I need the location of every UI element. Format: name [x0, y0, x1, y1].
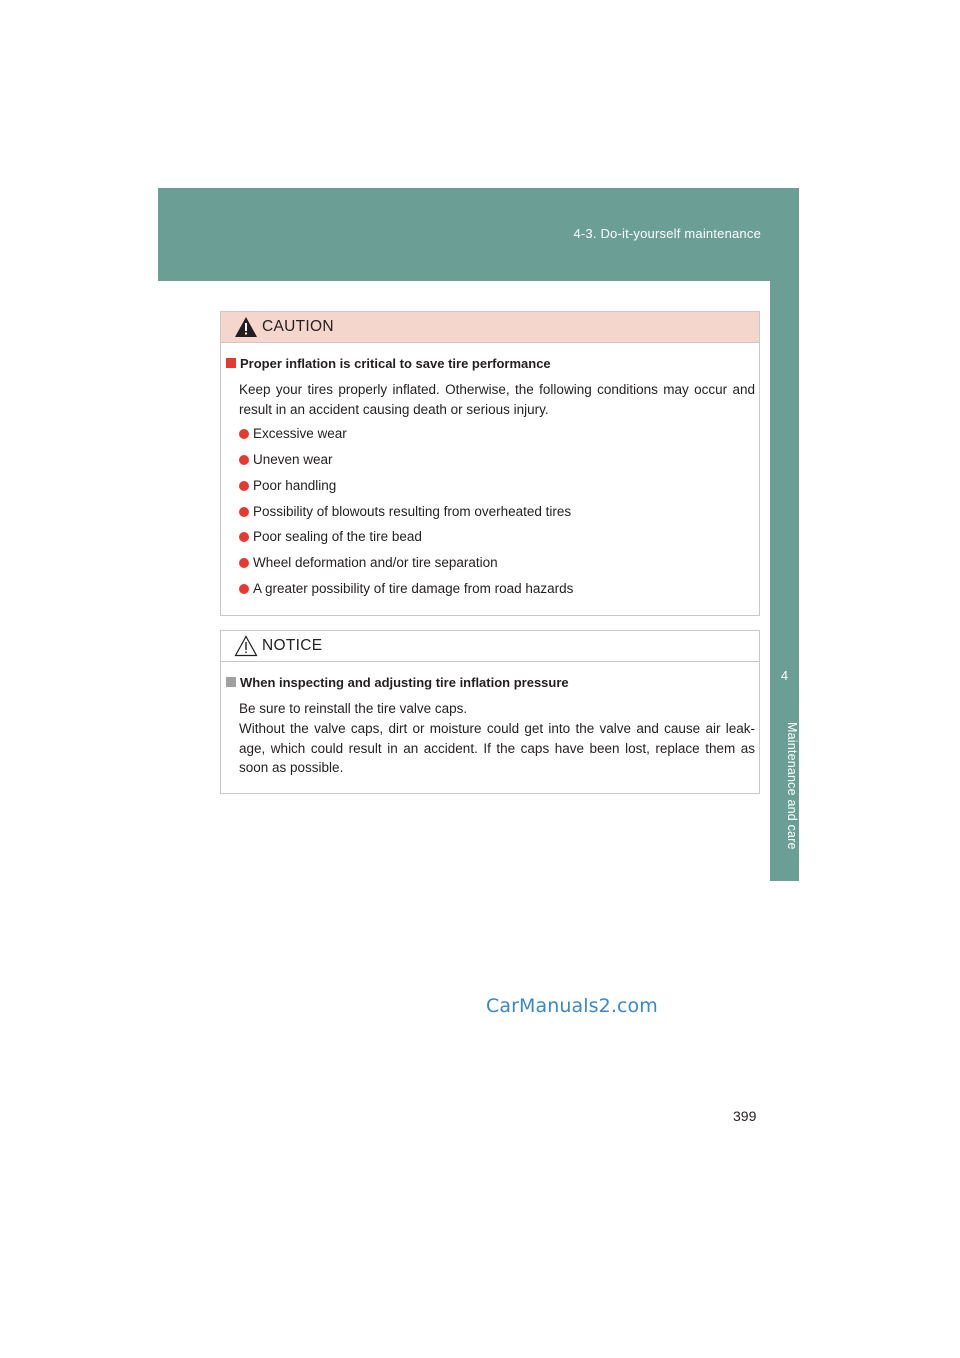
notice-line: Be sure to reinstall the tire valve caps. [239, 701, 468, 716]
caution-box [220, 311, 760, 616]
notice-heading [226, 675, 569, 690]
section-title: 4-3. Do-it-yourself maintenance [573, 226, 761, 241]
caution-header [221, 312, 759, 343]
list-item: Poor handling [239, 478, 336, 493]
list-item: Poor sealing of the tire bead [239, 529, 422, 544]
warning-triangle-outline-icon [234, 635, 258, 657]
page-number: 399 [733, 1108, 757, 1124]
bullet-dot-icon [239, 429, 249, 439]
watermark-logo: CarManuals2.com [486, 995, 658, 1017]
notice-box [220, 630, 760, 794]
list-item: Excessive wear [239, 426, 347, 441]
caution-paragraph: Keep your tires properly inflated. Otherwise, the following conditions may occur and result in an accident causing death or serious injury. [239, 382, 755, 417]
list-item: Wheel deformation and/or tire separation [239, 555, 498, 570]
notice-heading-text: When inspecting and adjusting tire inflation pressure [240, 675, 569, 690]
square-bullet-icon [226, 358, 236, 368]
bullet-dot-icon [239, 532, 249, 542]
bullet-dot-icon [239, 584, 249, 594]
list-item: Possibility of blowouts resulting from overheated tires [239, 504, 571, 519]
chapter-title: Maintenance and care [785, 722, 799, 850]
bullet-dot-icon [239, 455, 249, 465]
caution-heading [226, 356, 551, 371]
notice-header [221, 631, 759, 662]
caution-heading-text: Proper inflation is critical to save tire performance [240, 356, 551, 371]
notice-paragraph: Without the valve caps, dirt or moisture could get into the valve and cause air leak-age, which could result in an accident. If the caps have been lost, replace them as soon as possible. [239, 721, 755, 775]
bullet-dot-icon [239, 558, 249, 568]
notice-label: NOTICE [262, 637, 323, 654]
list-item: Uneven wear [239, 452, 333, 467]
bullet-dot-icon [239, 481, 249, 491]
list-item: A greater possibility of tire damage from road hazards [239, 581, 573, 596]
chapter-number: 4 [780, 668, 789, 683]
caution-label: CAUTION [262, 318, 334, 335]
header-band [158, 188, 799, 281]
warning-triangle-icon [234, 316, 258, 338]
square-bullet-icon [226, 677, 236, 687]
bullet-dot-icon [239, 507, 249, 517]
